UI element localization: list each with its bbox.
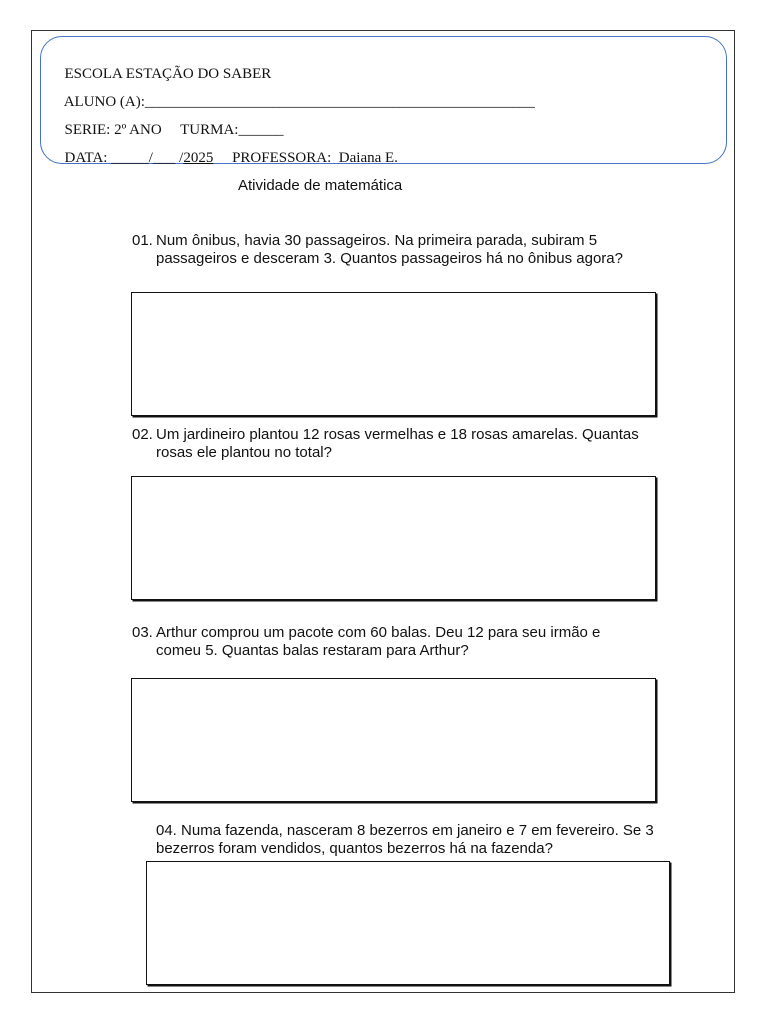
question-1 (132, 232, 652, 268)
question-3 (132, 624, 632, 660)
question-text: Um jardineiro plantou 12 rosas vermelhas e 18 rosas amarelas. Quantas rosas ele plantou no total? (156, 426, 639, 461)
answer-box-2[interactable] (131, 476, 656, 600)
school-name-text: ESCOLA ESTAÇÃO DO SABER (64, 66, 272, 82)
student-label: ALUNO (A): (63, 94, 145, 110)
question-number: 02. (132, 426, 153, 443)
question-text: Arthur comprou um pacote com 60 balas. Deu 12 para seu irmão e comeu 5. Quantas balas restaram para Arthur? (156, 624, 601, 659)
date-label: DATA: (64, 150, 108, 166)
activity-title: Atividade de matemática (238, 177, 403, 194)
student-blank[interactable]: ____________________________________________________ (144, 94, 535, 110)
class-blank[interactable]: ______ (238, 122, 284, 138)
class-label: TURMA: (180, 122, 239, 138)
question-number: 01. (132, 232, 153, 249)
teacher-label: PROFESSORA: (232, 150, 332, 166)
date-day-blank[interactable]: _____ (111, 150, 149, 166)
date-line (57, 133, 398, 167)
answer-box-3[interactable] (131, 678, 656, 802)
answer-box-4[interactable] (146, 861, 670, 985)
question-full (156, 822, 666, 858)
teacher-name: Daiana E. (338, 150, 398, 166)
date-month-blank[interactable]: ___ (152, 150, 176, 166)
question-4 (156, 822, 666, 858)
date-sep-1: / (148, 150, 153, 166)
date-sep-2: / (175, 150, 184, 166)
grade-label: SERIE: 2º ANO (64, 122, 162, 138)
question-text: Num ônibus, havia 30 passageiros. Na primeira parada, subiram 5 passageiros e desceram 3. Quantos passageiros há no ônibus agora? (156, 232, 623, 267)
question-number: 03. (132, 624, 153, 641)
question-text: Numa fazenda, nasceram 8 bezerros em janeiro e 7 em fevereiro. Se 3 bezerros foram vendidos, quantos bezerros há na fazenda? (156, 822, 654, 857)
date-year: 2025 (183, 150, 214, 166)
question-2 (132, 426, 662, 462)
answer-box-1[interactable] (131, 292, 656, 416)
question-number: 04. (156, 822, 177, 839)
